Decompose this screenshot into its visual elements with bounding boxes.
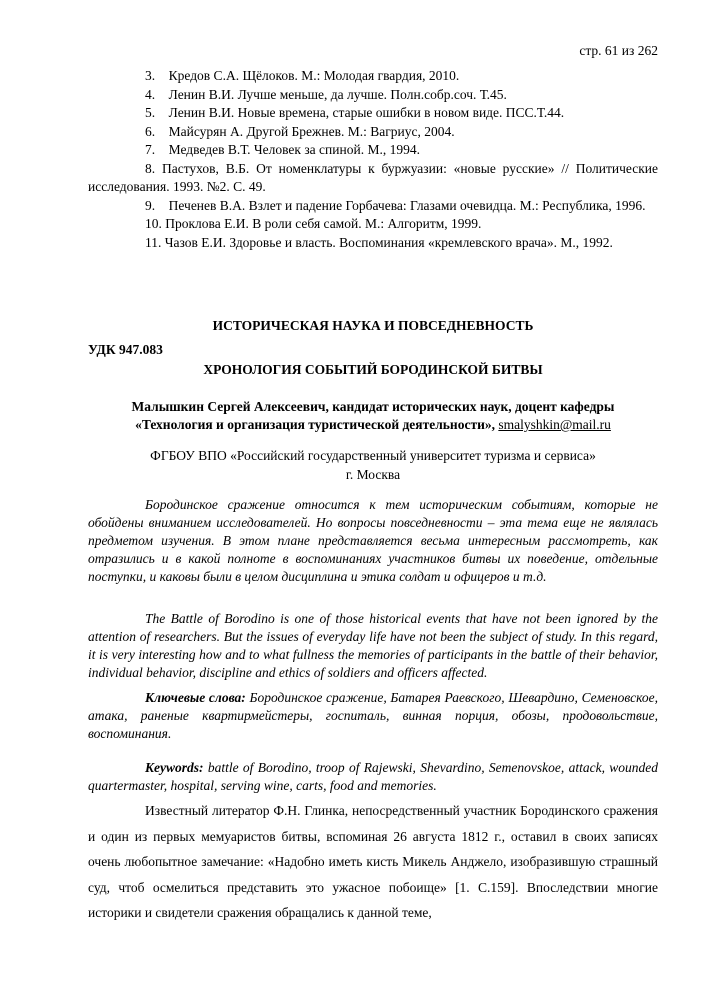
- article-title: ХРОНОЛОГИЯ СОБЫТИЙ БОРОДИНСКОЙ БИТВЫ: [203, 362, 543, 377]
- abstract-english: The Battle of Borodino is one of those historical events that have not been ignored by the attention of researchers. But the issues of everyday life have not been the subject of study. In this regard, it is very interesting how and to what fullness the memories of participants in the battle of their behavior, individual behavior, discipline and ethics of soldiers and officers affected.: [88, 611, 658, 680]
- reference-item: 5. Ленин В.И. Новые времена, старые ошибки в новом виде. ПСС.Т.44.: [145, 105, 565, 120]
- author-department: «Технология и организация туристической деятельности»,: [135, 417, 495, 432]
- keywords-russian: [88, 689, 658, 743]
- reference-item: 9. Печенев В.А. Взлет и падение Горбачева: Глазами очевидца. М.: Республика, 1996.: [145, 197, 646, 213]
- keywords-text: battle of Borodino, troop of Rajewski, Shevardino, Semenovskoe, attack, wounded quartermaster, hospital, serving wine, carts, food and memories.: [88, 760, 659, 793]
- page-number: стр. 61 из 262: [579, 43, 658, 58]
- body-paragraph: Известный литератор Ф.Н. Глинка, непосредственный участник Бородинского сражения и один из первых мемуаристов битвы, вспоминая 26 августа 1812 г., оставил в своих записях очень любопытное замечание: «Надобно иметь кисть Микель Анджело, изобразившую страшный суд, чтоб осмелиться представить это ужасное побоище» [1. С.159]. Впоследствии многие историки и свидетели сражения обращались к данной теме,: [88, 803, 658, 920]
- reference-item: 11. Чазов Е.И. Здоровье и власть. Воспоминания «кремлевского врача». М., 1992.: [145, 234, 613, 250]
- abstract-russian: Бородинское сражение относится к тем историческим событиям, которые не обойдены вниманием исследователей. Но вопросы повседневности – эта тема еще не являлась предметом изучения. В этом плане представляется весьма интересным рассмотреть, как отразились и в какой полноте в воспоминаниях участников битвы их поведение, отдельные поступки, и каковы были в целом дисциплина и этика солдат и офицеров и т.д.: [88, 497, 658, 584]
- author-block: [88, 398, 658, 434]
- author-affiliation-line: [88, 416, 658, 434]
- reference-item: 4. Ленин В.И. Лучше меньше, да лучше. Полн.собр.соч. Т.45.: [145, 86, 507, 102]
- institution-name: ФГБОУ ВПО «Российский государственный университет туризма и сервиса»: [150, 448, 596, 463]
- reference-item: 8. Пастухов, В.Б. От номенклатуры к буржуазии: «новые русские» // Политические исследования. 1993. №2. С. 49.: [88, 160, 658, 194]
- keywords-label: Ключевые слова:: [145, 690, 246, 705]
- author-email-link[interactable]: smalyshkin@mail.ru: [498, 417, 611, 432]
- author-name-line: Малышкин Сергей Алексеевич, кандидат исторических наук, доцент кафедры: [131, 399, 615, 414]
- keywords-english: [88, 759, 658, 795]
- reference-item: 10. Проклова Е.И. В роли себя самой. М.: Алгоритм, 1999.: [145, 216, 482, 231]
- reference-item: 3. Кредов С.А. Щёлоков. М.: Молодая гвардия, 2010.: [145, 68, 460, 83]
- reference-item: 7. Медведев В.Т. Человек за спиной. М., 1994.: [145, 142, 420, 157]
- reference-list: [88, 67, 658, 252]
- institution-block: [88, 446, 658, 484]
- udk-code: УДК 947.083: [88, 342, 163, 357]
- institution-city: г. Москва: [345, 467, 401, 482]
- keywords-label: Keywords:: [145, 760, 204, 775]
- keywords-text: Бородинское сражение, Батарея Раевского, Шевардино, Семеновское, атака, раненые квартирмейстеры, госпиталь, винная порция, обозы, продовольствие, воспоминания.: [88, 690, 658, 741]
- section-title: ИСТОРИЧЕСКАЯ НАУКА И ПОВСЕДНЕВНОСТЬ: [212, 318, 534, 333]
- reference-item: 6. Майсурян А. Другой Брежнев. М.: Вагриус, 2004.: [145, 123, 455, 139]
